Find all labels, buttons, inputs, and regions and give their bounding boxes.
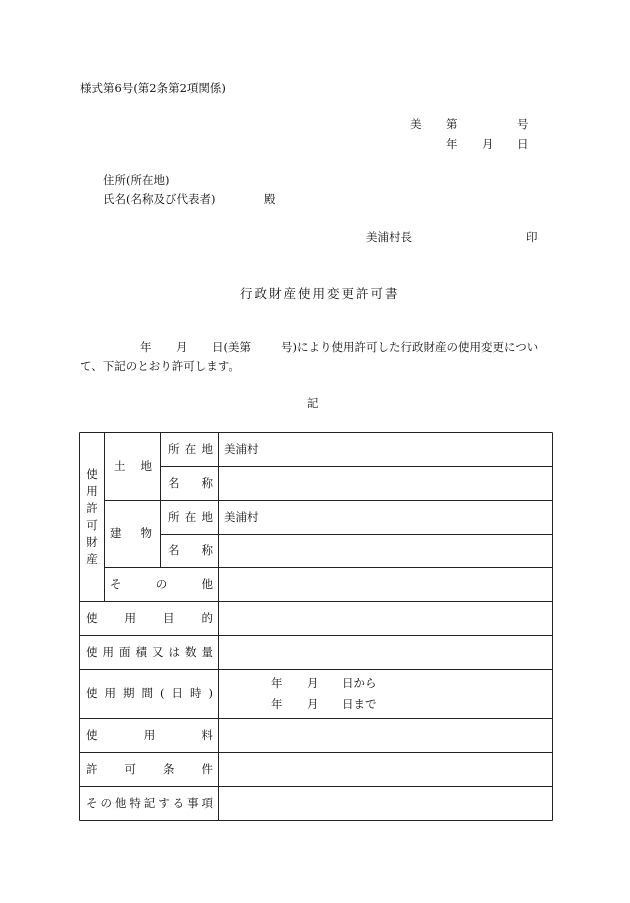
label-char: 地 [201, 509, 213, 524]
name-label: 氏名(名称及び代表者) [103, 192, 216, 206]
label-char: 時 [190, 686, 202, 701]
label-char: る [172, 795, 185, 810]
group-label-char: 用 [86, 484, 98, 498]
label-char: 特 [129, 795, 141, 810]
building-name-label-text [168, 545, 213, 557]
label-char: 積 [135, 644, 147, 659]
label-char: は [168, 644, 180, 659]
label-char: 称 [201, 543, 213, 558]
label-char: 称 [201, 475, 213, 490]
period-to-month: 月 [307, 697, 319, 711]
conditions-label-text [86, 761, 213, 776]
label-char: 使 [86, 610, 98, 625]
land-location-value-text: 美浦村 [224, 441, 259, 456]
label-char: 用 [124, 610, 136, 625]
land-name-label [168, 467, 213, 500]
label-char: 所 [168, 441, 180, 456]
label-char: そ [86, 795, 98, 810]
period-label [86, 670, 213, 718]
land-label-text [114, 458, 152, 473]
label-char: 条 [163, 761, 175, 776]
label-char: 使 [86, 644, 98, 659]
group-label-char: 使 [86, 467, 98, 481]
seal-mark: 印 [526, 230, 538, 244]
label-char: 量 [201, 644, 213, 659]
group-label-char: 可 [86, 518, 98, 532]
period-from-month: 月 [307, 676, 319, 690]
body-day-ref: 日(美第 [212, 340, 251, 354]
label-char: の [155, 576, 168, 591]
ki-heading: 記 [307, 396, 319, 410]
other-label [110, 568, 213, 601]
fee-label [86, 719, 213, 752]
date-year: 年 [446, 137, 458, 151]
label-char: 用 [104, 686, 116, 701]
label-char: 又 [152, 644, 164, 659]
label-char: 所 [168, 509, 180, 524]
issuer-title: 美浦村長 [366, 230, 412, 244]
label-char: ) [208, 686, 213, 701]
address-label: 住所(所在地) [103, 173, 170, 187]
building-location-value [224, 501, 544, 534]
body-text-2: て、下記のとおり許可します。 [80, 359, 240, 373]
label-char: 項 [201, 795, 213, 810]
period-to-day: 日まで [342, 697, 377, 711]
land-name-label-text [168, 475, 213, 490]
special-notes-label-text [86, 795, 213, 810]
building-name-label [168, 535, 213, 567]
honorific: 殿 [264, 192, 276, 206]
label-char: 料 [201, 727, 213, 742]
label-char: 用 [102, 644, 114, 659]
group-label-text [86, 466, 98, 568]
label-char: 許 [86, 761, 98, 776]
reference-go: 号 [517, 117, 529, 131]
other-label-text [110, 576, 213, 591]
date-month: 月 [482, 137, 494, 151]
group-label-property [80, 433, 104, 601]
label-char: 件 [201, 761, 213, 776]
conditions-label [86, 753, 213, 786]
reference-dai: 第 [446, 117, 458, 131]
label-char: 記 [143, 795, 156, 810]
label-char: 建 [110, 526, 122, 541]
label-char: 間 [141, 686, 153, 701]
label-char: 的 [201, 610, 213, 625]
label-char: 地 [140, 458, 152, 473]
period-from-year: 年 [271, 676, 283, 690]
label-char: そ [110, 576, 122, 591]
label-char: 可 [124, 761, 136, 776]
label-char: 在 [184, 509, 197, 524]
purpose-label-text [86, 610, 213, 625]
label-char: 数 [185, 644, 197, 659]
area-label [86, 636, 213, 669]
purpose-label [86, 602, 213, 635]
building-label-text [110, 528, 152, 540]
date-day: 日 [517, 137, 529, 151]
label-char: 地 [201, 441, 213, 456]
label-char: 目 [163, 610, 175, 625]
period-label-text [86, 688, 213, 700]
building-label [110, 501, 152, 567]
building-location-label [168, 501, 213, 534]
label-char: ( [160, 686, 165, 701]
land-location-label [168, 433, 213, 466]
label-char: 面 [119, 644, 131, 659]
label-char: 他 [114, 795, 127, 810]
document-title: 行政財産使用変更許可書 [240, 286, 400, 301]
area-label-text [86, 644, 213, 659]
label-char: 他 [201, 576, 213, 591]
building-location-value-text: 美浦村 [224, 509, 259, 524]
period-to-year: 年 [271, 697, 283, 711]
label-char: 日 [171, 686, 183, 701]
land-label [114, 433, 152, 500]
label-char: 期 [123, 686, 135, 701]
group-label-char: 産 [86, 552, 98, 566]
label-char: 物 [140, 526, 152, 541]
form-number: 様式第6号(第2条第2項関係) [80, 81, 226, 95]
label-char: 用 [143, 727, 156, 742]
special-notes-label [86, 787, 213, 820]
reference-prefix: 美 [410, 117, 422, 131]
label-char: 使 [86, 686, 98, 701]
label-char: の [100, 795, 112, 810]
label-char: 事 [187, 795, 199, 810]
period-from-day: 日から [342, 676, 377, 690]
building-location-label-text [168, 509, 213, 524]
land-location-label-text [168, 441, 213, 456]
body-year: 年 [140, 340, 152, 354]
label-char: 在 [184, 441, 197, 456]
label-char: 使 [86, 727, 98, 742]
fee-label-text [86, 727, 213, 742]
label-char: す [158, 795, 170, 810]
land-location-value [224, 433, 544, 466]
body-text-1: 号)により使用許可した行政財産の使用変更につい [281, 340, 539, 354]
label-char: 土 [114, 458, 126, 473]
group-label-char: 財 [86, 535, 98, 549]
group-label-char: 許 [86, 501, 98, 515]
body-month: 月 [176, 340, 188, 354]
label-char: 名 [168, 475, 180, 490]
label-char: 名 [168, 543, 180, 558]
